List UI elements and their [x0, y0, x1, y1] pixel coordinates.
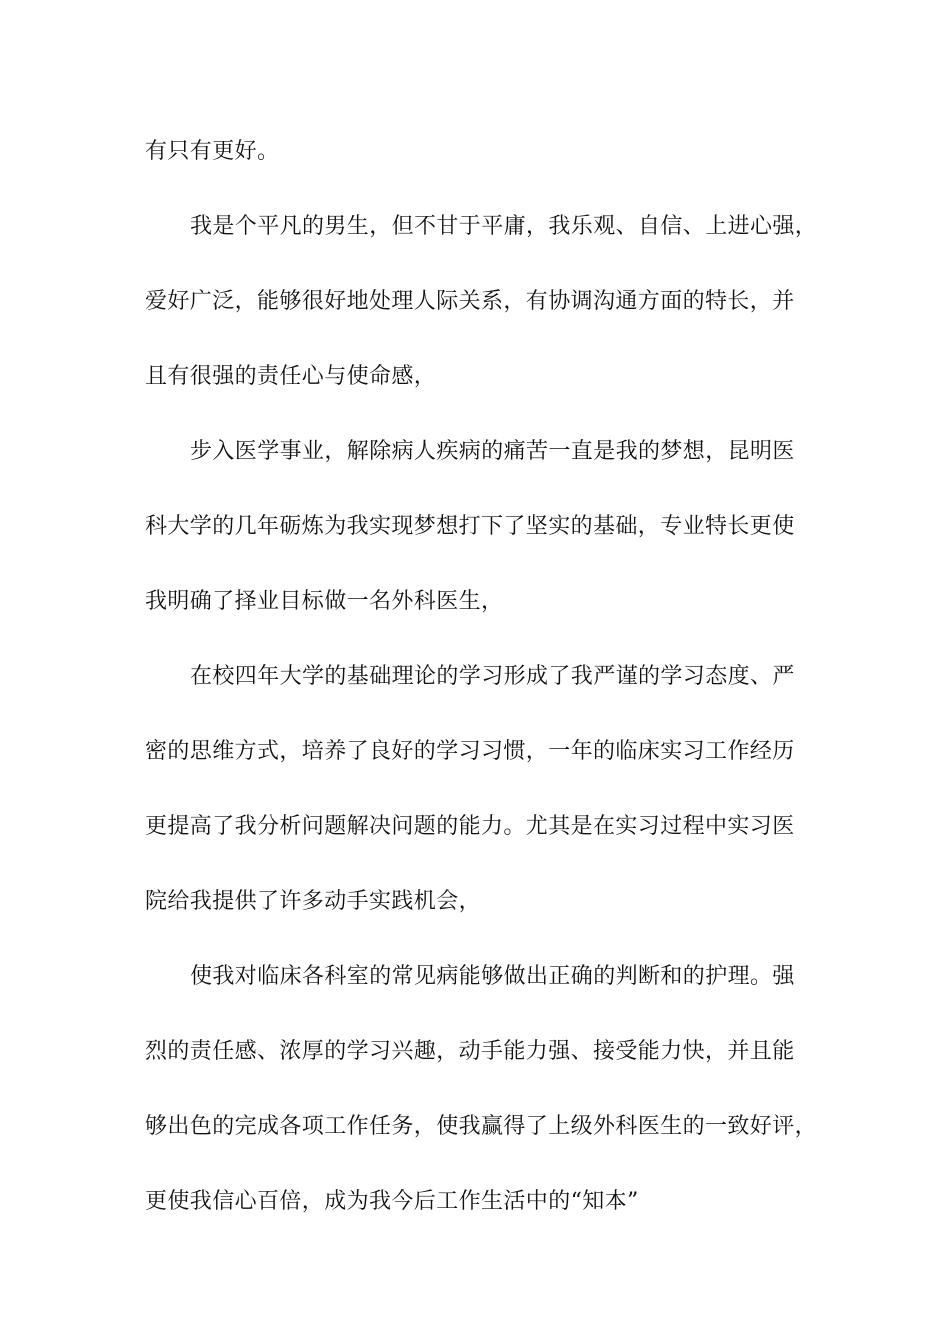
text-line: 院给我提供了许多动手实践机会， — [145, 889, 482, 914]
paragraph-first-line: 在校四年大学的基础理论的学习形成了我严谨的学习态度、严 — [190, 664, 795, 689]
paragraph-first-line: 使我对临床各科室的常见病能够做出正确的判断和的护理。强 — [190, 964, 795, 989]
text-line: 科大学的几年砺炼为我实现梦想打下了坚实的基础，专业特长更使 — [145, 514, 795, 539]
text-line: 烈的责任感、浓厚的学习兴趣，动手能力强、接受能力快，并且能 — [145, 1039, 795, 1064]
text-line: 我明确了择业目标做一名外科医生， — [145, 589, 504, 614]
text-line: 密的思维方式，培养了良好的学习习惯，一年的临床实习工作经历 — [145, 739, 795, 764]
paragraph-first-line: 步入医学事业，解除病人疾病的痛苦一直是我的梦想，昆明医 — [190, 439, 795, 464]
text-line: 且有很强的责任心与使命感， — [145, 364, 437, 389]
text-line: 更提高了我分析问题解决问题的能力。尤其是在实习过程中实习医 — [145, 814, 795, 839]
text-line: 更使我信心百倍，成为我今后工作生活中的“知本” — [145, 1189, 639, 1214]
text-line: 够出色的完成各项工作任务，使我赢得了上级外科医生的一致好评， — [145, 1114, 818, 1139]
text-line: 有只有更好。 — [145, 139, 280, 164]
paragraph-first-line: 我是个平凡的男生，但不甘于平庸，我乐观、自信、上进心强， — [190, 214, 818, 239]
text-line: 爱好广泛，能够很好地处理人际关系，有协调沟通方面的特长，并 — [145, 289, 795, 314]
